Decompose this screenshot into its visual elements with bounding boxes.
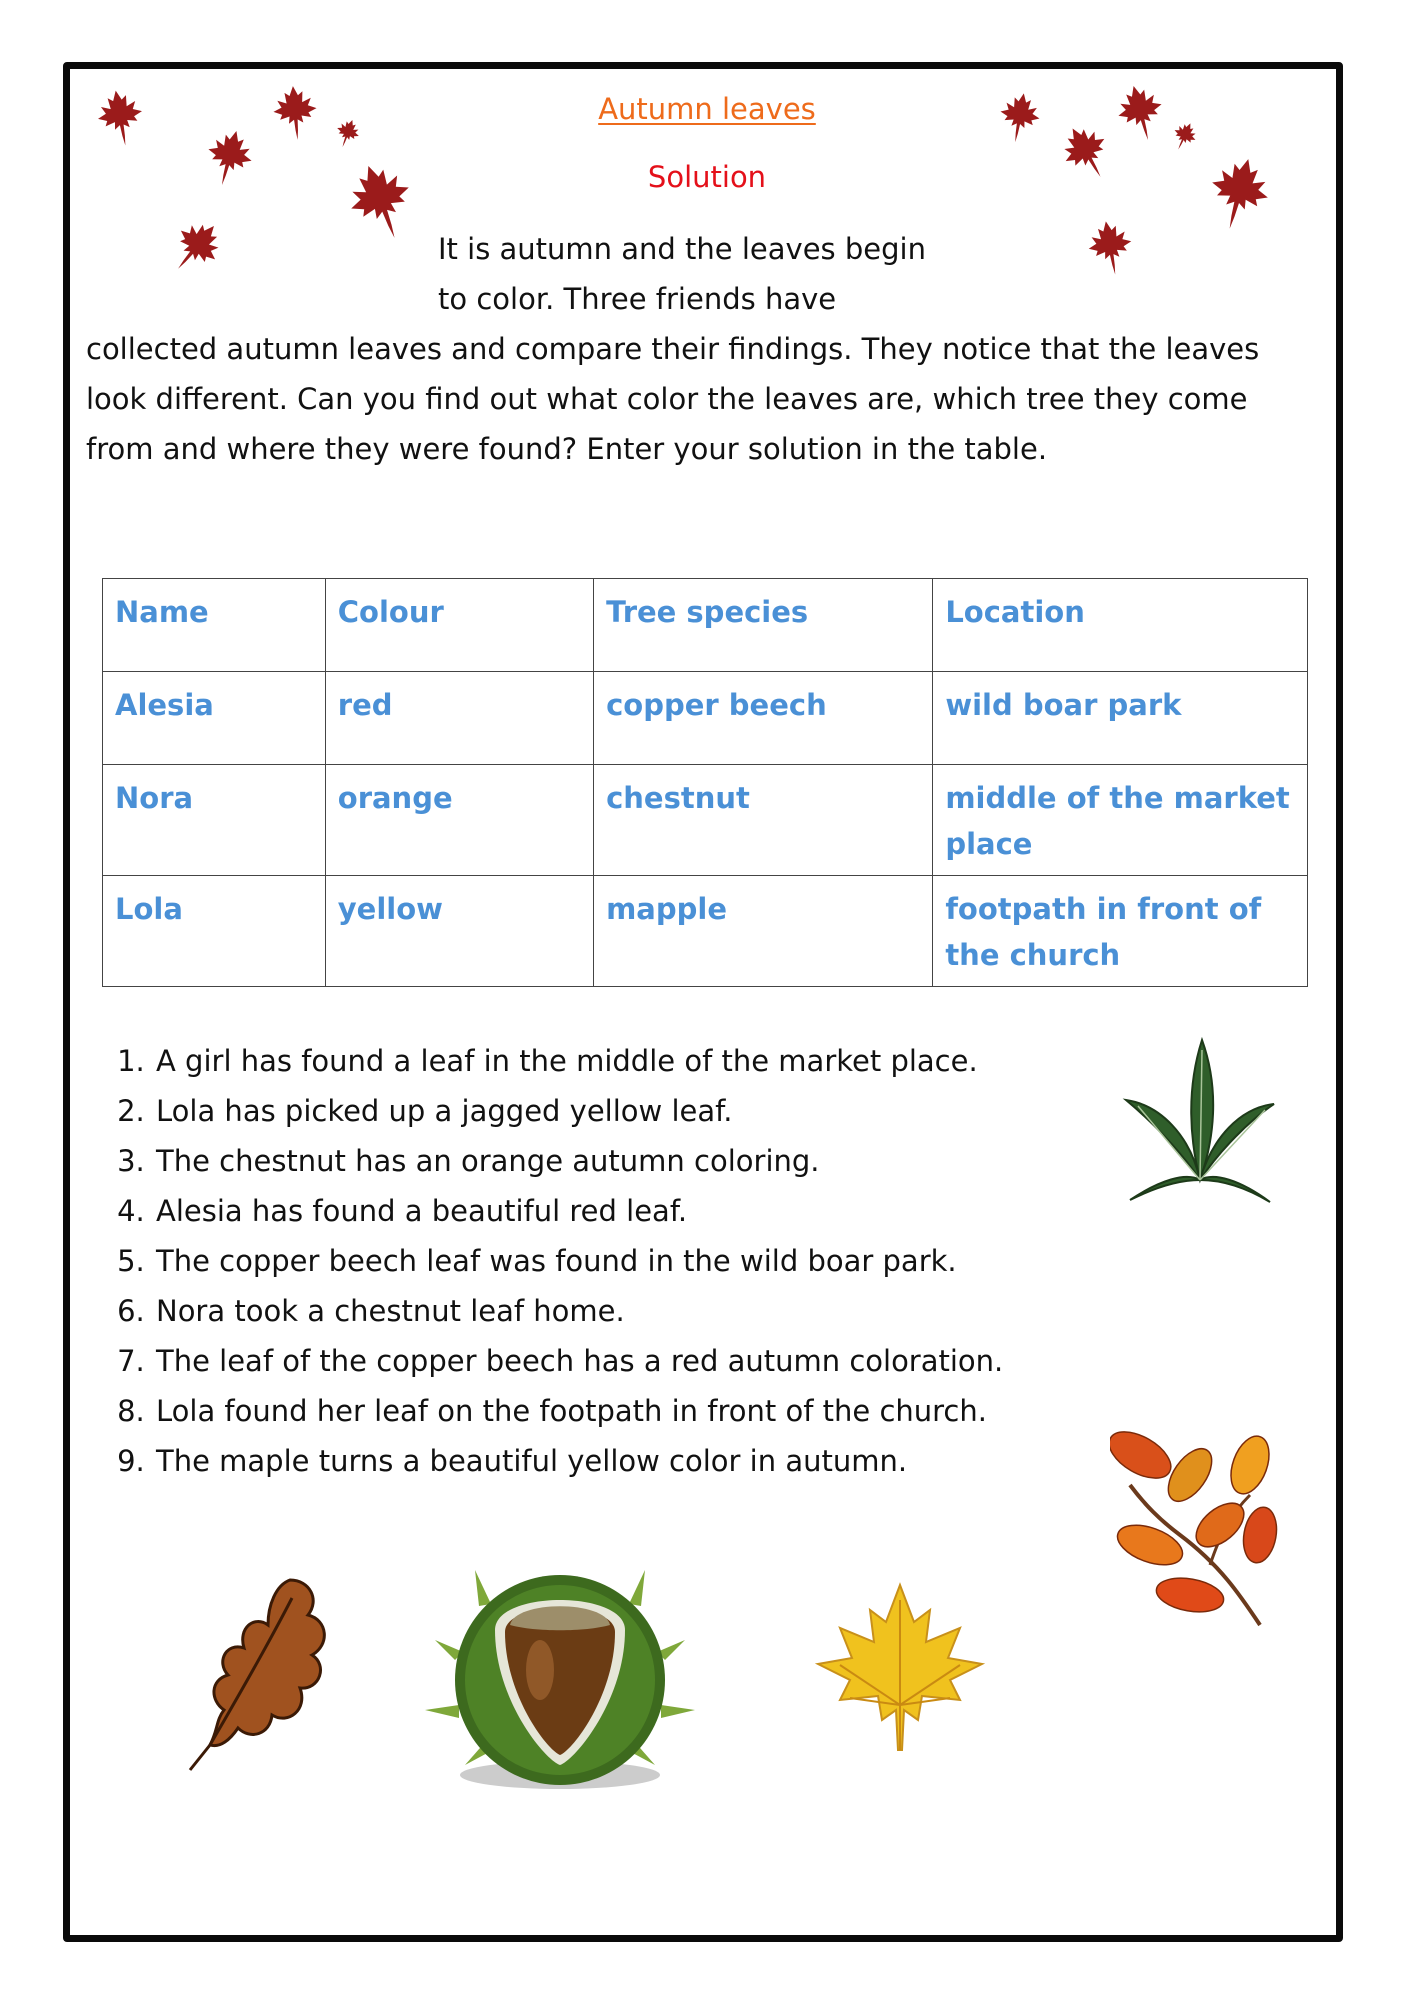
clue-item: 6. Nora took a chestnut leaf home. bbox=[154, 1286, 1003, 1336]
clue-item: 4. Alesia has found a beautiful red leaf. bbox=[154, 1186, 1003, 1236]
chestnut-in-husk-icon bbox=[415, 1560, 705, 1800]
table-row bbox=[103, 765, 1308, 876]
clue-list bbox=[114, 1036, 1003, 1486]
oak-leaf-icon bbox=[180, 1570, 340, 1780]
yellow-maple-leaf-icon bbox=[810, 1580, 990, 1770]
chestnut-leaf-icon bbox=[1120, 1030, 1280, 1210]
intro-line: from and where they were found? Enter your solution in the table. bbox=[86, 432, 1048, 466]
cell-name: Alesia bbox=[103, 672, 326, 765]
maple-leaf-icon bbox=[161, 212, 231, 280]
cell-name: Nora bbox=[103, 765, 326, 876]
column-header-colour: Colour bbox=[325, 579, 593, 672]
page-title: Autumn leaves bbox=[598, 92, 816, 126]
clue-item: 3. The chestnut has an orange autumn coloring. bbox=[154, 1136, 1003, 1186]
column-header-location: Location bbox=[933, 579, 1308, 672]
solution-table bbox=[102, 578, 1308, 987]
cell-colour: orange bbox=[325, 765, 593, 876]
clue-item: 5. The copper beech leaf was found in the wild boar park. bbox=[154, 1236, 1003, 1286]
clue-item: 1. A girl has found a leaf in the middle of the market place. bbox=[154, 1036, 1003, 1086]
clue-item: 7. The leaf of the copper beech has a red autumn coloration. bbox=[154, 1336, 1003, 1386]
cell-colour: red bbox=[325, 672, 593, 765]
cell-location: middle of the market place bbox=[933, 765, 1308, 876]
column-header-name: Name bbox=[103, 579, 326, 672]
table-row bbox=[103, 672, 1308, 765]
intro-line: to color. Three friends have bbox=[438, 282, 837, 316]
clue-item: 8. Lola found her leaf on the footpath in front of the church. bbox=[154, 1386, 1003, 1436]
cell-colour: yellow bbox=[325, 876, 593, 987]
cell-tree-species: mapple bbox=[594, 876, 933, 987]
cell-name: Lola bbox=[103, 876, 326, 987]
table-header-row bbox=[103, 579, 1308, 672]
intro-text-top bbox=[438, 224, 998, 324]
cell-location: footpath in front of the church bbox=[933, 876, 1308, 987]
clue-item: 2. Lola has picked up a jagged yellow leaf. bbox=[154, 1086, 1003, 1136]
intro-line: look different. Can you find out what color the leaves are, which tree they come bbox=[86, 382, 1248, 416]
intro-text-body bbox=[86, 324, 1336, 474]
page-subtitle: Solution bbox=[647, 160, 767, 194]
beech-branch-icon bbox=[1110, 1425, 1290, 1635]
intro-line: collected autumn leaves and compare their findings. They notice that the leaves bbox=[86, 332, 1260, 366]
table-row bbox=[103, 876, 1308, 987]
cell-tree-species: copper beech bbox=[594, 672, 933, 765]
cell-tree-species: chestnut bbox=[594, 765, 933, 876]
clue-item: 9. The maple turns a beautiful yellow color in autumn. bbox=[154, 1436, 1003, 1486]
maple-leaf-icon bbox=[1085, 218, 1137, 279]
cell-location: wild boar park bbox=[933, 672, 1308, 765]
column-header-tree-species: Tree species bbox=[594, 579, 933, 672]
intro-line: It is autumn and the leaves begin bbox=[438, 232, 926, 266]
